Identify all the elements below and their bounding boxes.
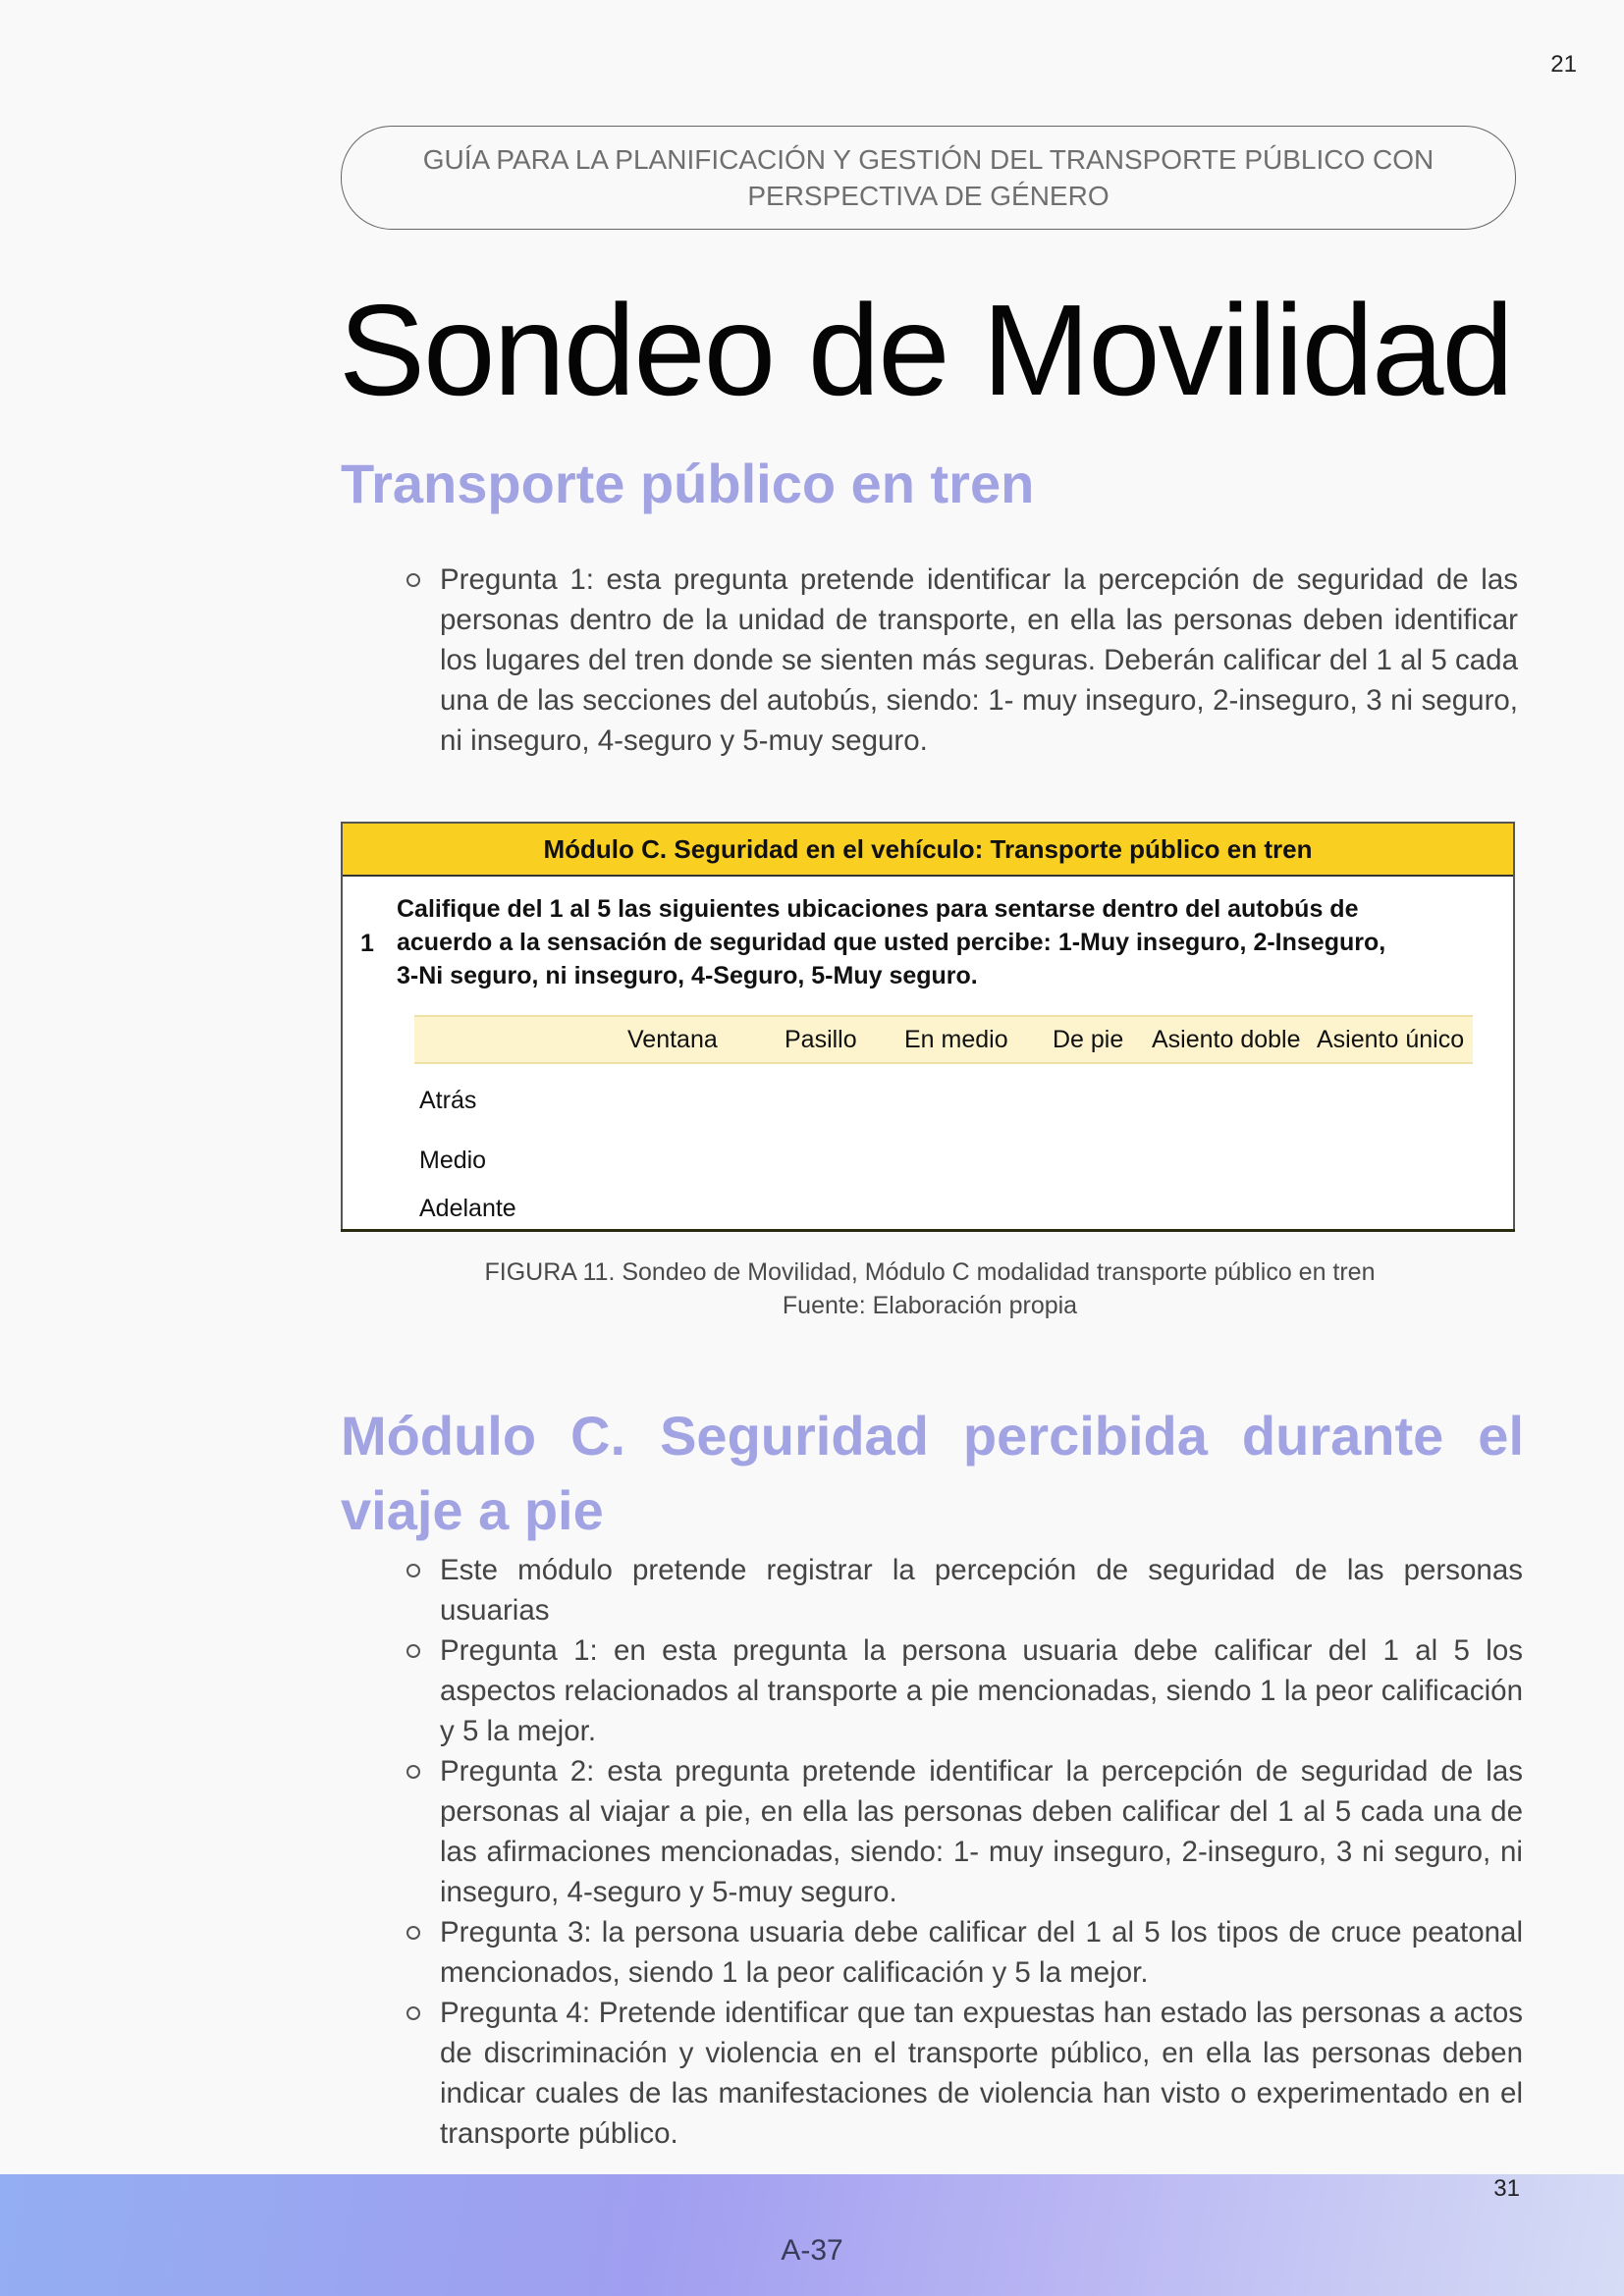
circle-bullet-icon (406, 1564, 420, 1577)
circle-bullet-icon (406, 573, 420, 587)
column-header-pasillo: Pasillo (785, 1026, 857, 1053)
column-header-asiento-doble: Asiento doble (1152, 1026, 1301, 1053)
walking-bullet-list (440, 1550, 1523, 2154)
row-label-medio: Medio (419, 1147, 487, 1174)
train-bullet-list (440, 560, 1518, 761)
survey-figure (341, 822, 1515, 1232)
list-item (440, 1751, 1523, 1912)
header-line-1: GUÍA PARA LA PLANIFICACIÓN Y GESTIÓN DEL TRANSPORTE PÚBLICO CON (422, 144, 1435, 175)
figure-caption (341, 1255, 1519, 1322)
section-heading-train: Transporte público en tren (341, 453, 1035, 514)
column-header-ventana: Ventana (627, 1026, 718, 1053)
figure-bottom-rule (341, 1229, 1515, 1232)
header-line-2: PERSPECTIVA DE GÉNERO (747, 181, 1110, 211)
circle-bullet-icon (406, 2006, 420, 2020)
question-number: 1 (360, 930, 374, 957)
column-header-asiento-unico: Asiento único (1317, 1026, 1465, 1053)
caption-line-2: Fuente: Elaboración propia (782, 1292, 1078, 1319)
list-item (440, 1550, 1523, 1630)
list-item (440, 1630, 1523, 1751)
row-label-atras: Atrás (419, 1087, 477, 1114)
list-item (440, 1993, 1523, 2154)
column-header-en-medio: En medio (904, 1026, 1008, 1053)
annex-page-label: A-37 (781, 2234, 843, 2267)
row-label-adelante: Adelante (419, 1195, 516, 1222)
list-item (440, 560, 1518, 761)
list-item-text: Pregunta 1: en esta pregunta la persona usuaria debe calificar del 1 al 5 los aspectos relacionados al transporte a pie mencionadas, siendo 1 la peor calificación y 5 la mejor. (440, 1634, 1523, 1747)
list-item (440, 1912, 1523, 1993)
question-line: acuerdo a la sensación de seguridad que usted percibe: 1-Muy inseguro, 2-Inseguro, (397, 929, 1386, 956)
list-item-text: Pregunta 3: la persona usuaria debe calificar del 1 al 5 los tipos de cruce peatonal mencionados, siendo 1 la peor calificación y 5 la mejor. (440, 1916, 1523, 1989)
list-item-text: Pregunta 1: esta pregunta pretende identificar la percepción de seguridad de las personas dentro de la unidad de transporte, en ella las personas deben identificar los lugares del tren donde se sienten más seguras. Deberán calificar del 1 al 5 cada una de las secciones del autobús, siendo: 1- muy inseguro, 2-inseguro, 3 ni seguro, ni inseguro, 4-seguro y 5-muy seguro. (440, 563, 1518, 757)
footer-page-number: 31 (1493, 2175, 1520, 2202)
list-item-text: Pregunta 2: esta pregunta pretende identificar la percepción de seguridad de las personas al viajar a pie, en ella las personas deben calificar del 1 al 5 cada una de las afirmaciones mencionadas, siendo: 1- muy inseguro, 2-inseguro, 3 ni seguro, ni inseguro, 4-seguro y 5-muy seguro. (440, 1755, 1523, 1908)
column-header-de-pie: De pie (1053, 1026, 1124, 1053)
section-heading-walking: Módulo C. Seguridad percibida durante el viaje a pie (341, 1405, 1524, 1541)
page-number-top: 21 (1550, 51, 1577, 78)
list-item-text: Pregunta 4: Pretende identificar que tan expuestas han estado las personas a actos de discriminación y violencia en el transporte público, en ella las personas deben indicar cuales de las manifestaciones de violencia han visto o experimentado en el transporte público. (440, 1997, 1523, 2150)
question-text (397, 892, 1467, 992)
caption-line-1: FIGURA 11. Sondeo de Movilidad, Módulo C modalidad transporte público en tren (484, 1258, 1376, 1286)
circle-bullet-icon (406, 1644, 420, 1658)
document-header (341, 126, 1516, 230)
question-line: Califique del 1 al 5 las siguientes ubicaciones para sentarse dentro del autobús de (397, 895, 1359, 923)
list-item-text: Este módulo pretende registrar la percepción de seguridad de las personas usuarias (440, 1554, 1523, 1627)
circle-bullet-icon (406, 1926, 420, 1940)
circle-bullet-icon (406, 1765, 420, 1779)
page-title: Sondeo de Movilidad (339, 278, 1512, 422)
figure-header: Módulo C. Seguridad en el vehículo: Transporte público en tren (343, 824, 1513, 877)
question-line: 3-Ni seguro, ni inseguro, 4-Seguro, 5-Muy seguro. (397, 962, 978, 989)
